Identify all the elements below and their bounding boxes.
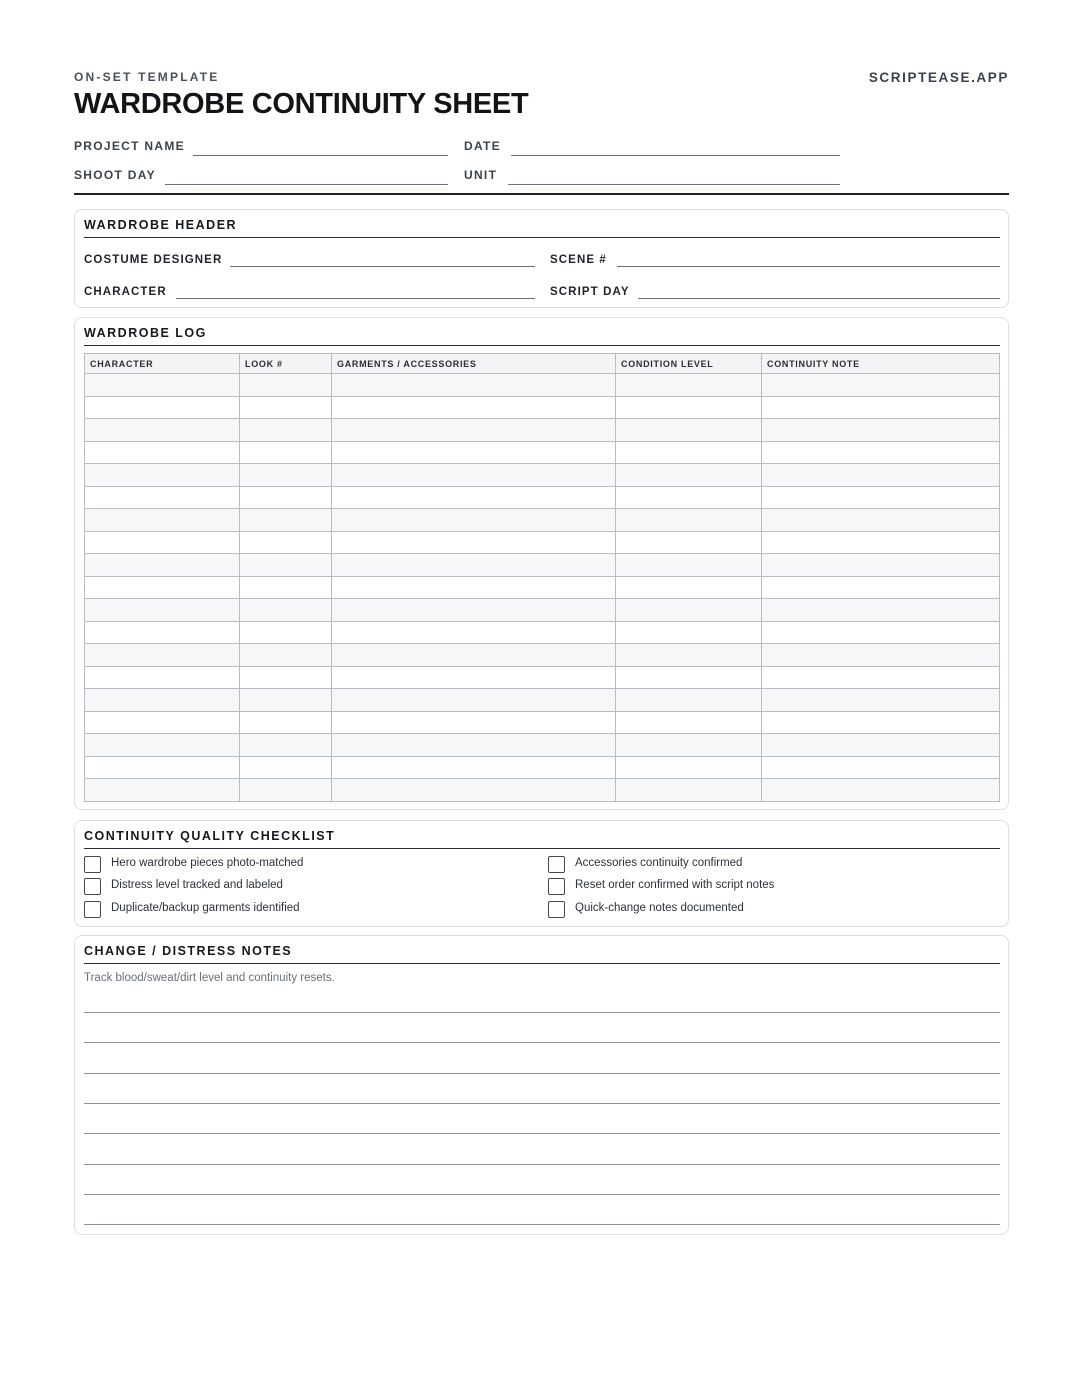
checklist-item-label: Hero wardrobe pieces photo-matched [111,857,304,869]
table-cell[interactable] [762,576,1000,599]
wardrobe-log-table [84,353,1000,802]
checkbox[interactable] [84,878,101,895]
table-cell[interactable] [85,441,240,464]
meta-row-1 [74,139,1009,159]
table-cell[interactable] [240,621,332,644]
table-cell[interactable] [240,689,332,712]
column-header: GARMENTS / ACCESSORIES [332,354,616,374]
table-cell[interactable] [762,554,1000,577]
wardrobe-header-card [74,209,1009,308]
table-cell[interactable] [332,599,616,622]
checklist-item-label: Quick-change notes documented [575,902,744,914]
table-cell[interactable] [85,779,240,802]
table-cell[interactable] [85,464,240,487]
table-cell[interactable] [332,644,616,667]
table-row [85,464,1000,487]
table-body [85,374,1000,802]
table-row [85,689,1000,712]
table-cell[interactable] [332,441,616,464]
checkbox[interactable] [548,856,565,873]
checklist-title: CONTINUITY QUALITY CHECKLIST [84,829,336,843]
table-row [85,509,1000,532]
column-header: CONDITION LEVEL [616,354,762,374]
table-cell[interactable] [85,509,240,532]
table-cell[interactable] [762,779,1000,802]
table-cell[interactable] [616,554,762,577]
table-cell[interactable] [762,396,1000,419]
table-cell[interactable] [332,486,616,509]
table-row [85,621,1000,644]
checkbox[interactable] [84,901,101,918]
shoot-day-label: SHOOT DAY [74,168,156,182]
table-cell[interactable] [240,374,332,397]
card-divider [84,963,1000,964]
table-cell[interactable] [85,666,240,689]
note-line[interactable] [84,1042,1000,1043]
table-cell[interactable] [240,756,332,779]
table-cell[interactable] [762,756,1000,779]
table-cell[interactable] [616,734,762,757]
table-cell[interactable] [762,531,1000,554]
table-cell[interactable] [762,419,1000,442]
table-cell[interactable] [332,396,616,419]
table-cell[interactable] [85,396,240,419]
note-line[interactable] [84,1073,1000,1074]
table-cell[interactable] [762,689,1000,712]
table-cell[interactable] [85,621,240,644]
notes-hint: Track blood/sweat/dirt level and continuity resets. [84,972,335,984]
table-cell[interactable] [616,509,762,532]
table-cell[interactable] [240,464,332,487]
table-row [85,666,1000,689]
table-cell[interactable] [85,531,240,554]
script-day-field[interactable] [638,298,1000,299]
table-cell[interactable] [240,711,332,734]
table-cell[interactable] [762,374,1000,397]
table-row [85,779,1000,802]
table-cell[interactable] [240,779,332,802]
wardrobe-log-card [74,317,1009,810]
table-cell[interactable] [762,734,1000,757]
table-row [85,486,1000,509]
wardrobe-header-title: WARDROBE HEADER [84,218,238,232]
note-line[interactable] [84,1194,1000,1195]
table-row [85,576,1000,599]
table-cell[interactable] [332,711,616,734]
template-eyebrow: ON-SET TEMPLATE [74,70,220,84]
card-divider [84,345,1000,346]
wardrobe-log-title: WARDROBE LOG [84,326,207,340]
table-cell[interactable] [85,711,240,734]
table-cell[interactable] [616,531,762,554]
table-cell[interactable] [762,711,1000,734]
table-row [85,374,1000,397]
date-field[interactable] [511,155,840,156]
project-name-field[interactable] [193,155,448,156]
notes-title: CHANGE / DISTRESS NOTES [84,944,293,958]
scene-field[interactable] [617,266,1000,267]
table-cell[interactable] [332,734,616,757]
note-line[interactable] [84,1012,1000,1013]
table-cell[interactable] [332,779,616,802]
character-label: CHARACTER [84,286,167,298]
table-cell[interactable] [332,509,616,532]
table-cell[interactable] [332,374,616,397]
brand-link[interactable]: SCRIPTEASE.APP [868,70,1009,85]
table-cell[interactable] [616,666,762,689]
table-cell[interactable] [762,599,1000,622]
table-cell[interactable] [240,486,332,509]
unit-field[interactable] [508,184,840,185]
header-divider [74,193,1009,195]
unit-label: UNIT [464,168,498,182]
table-cell[interactable] [240,531,332,554]
table-cell[interactable] [240,509,332,532]
table-cell[interactable] [762,644,1000,667]
table-row [85,441,1000,464]
table-cell[interactable] [616,486,762,509]
script-day-label: SCRIPT DAY [550,286,630,298]
table-cell[interactable] [240,554,332,577]
table-cell[interactable] [616,689,762,712]
table-cell[interactable] [616,396,762,419]
table-cell[interactable] [762,621,1000,644]
table-cell[interactable] [616,441,762,464]
card-divider [84,237,1000,238]
checklist-item-label: Duplicate/backup garments identified [111,902,300,914]
table-row [85,554,1000,577]
checklist-item-label: Accessories continuity confirmed [575,857,743,869]
card-divider [84,848,1000,849]
table-cell[interactable] [332,464,616,487]
page-title: WARDROBE CONTINUITY SHEET [74,88,529,120]
table-cell[interactable] [332,554,616,577]
table-cell[interactable] [332,576,616,599]
table-row [85,599,1000,622]
table-cell[interactable] [332,621,616,644]
table-cell[interactable] [616,621,762,644]
note-line[interactable] [84,1133,1000,1134]
table-cell[interactable] [332,756,616,779]
table-cell[interactable] [762,509,1000,532]
project-name-label: PROJECT NAME [74,139,185,153]
table-cell[interactable] [85,374,240,397]
table-header-row [85,354,1000,374]
table-cell[interactable] [240,396,332,419]
table-cell[interactable] [616,599,762,622]
table-cell[interactable] [332,689,616,712]
table-cell[interactable] [762,486,1000,509]
notes-card [74,935,1009,1235]
table-cell[interactable] [240,644,332,667]
costume-designer-field[interactable] [230,266,535,267]
table-cell[interactable] [762,464,1000,487]
checkbox[interactable] [84,856,101,873]
table-cell[interactable] [85,689,240,712]
checkbox[interactable] [548,901,565,918]
column-header: LOOK # [240,354,332,374]
table-cell[interactable] [240,734,332,757]
table-cell[interactable] [240,576,332,599]
table-cell[interactable] [85,756,240,779]
table-cell[interactable] [332,419,616,442]
table-row [85,531,1000,554]
table-cell[interactable] [240,441,332,464]
table-cell[interactable] [332,531,616,554]
table-row [85,756,1000,779]
table-cell[interactable] [240,419,332,442]
table-cell[interactable] [85,599,240,622]
meta-row-2 [74,168,1009,188]
column-header: CONTINUITY NOTE [762,354,1000,374]
checklist-item-label: Reset order confirmed with script notes [575,879,775,891]
table-row [85,419,1000,442]
table-cell[interactable] [616,464,762,487]
table-row [85,711,1000,734]
table-cell[interactable] [616,779,762,802]
scene-label: SCENE # [550,254,607,266]
table-row [85,644,1000,667]
table-row [85,396,1000,419]
table-cell[interactable] [85,734,240,757]
note-line[interactable] [84,1103,1000,1104]
table-cell[interactable] [616,374,762,397]
date-label: DATE [464,139,501,153]
costume-designer-label: COSTUME DESIGNER [84,254,223,266]
table-cell[interactable] [616,576,762,599]
table-cell[interactable] [762,666,1000,689]
checkbox[interactable] [548,878,565,895]
table-cell[interactable] [332,666,616,689]
table-cell[interactable] [240,599,332,622]
note-line[interactable] [84,1224,1000,1225]
table-cell[interactable] [616,711,762,734]
table-cell[interactable] [85,644,240,667]
checklist-card [74,820,1009,927]
table-row [85,734,1000,757]
note-line[interactable] [84,1164,1000,1165]
table-cell[interactable] [616,644,762,667]
table-cell[interactable] [762,441,1000,464]
checklist-item-label: Distress level tracked and labeled [111,879,283,891]
shoot-day-field[interactable] [165,184,448,185]
column-header: CHARACTER [85,354,240,374]
table-cell[interactable] [85,419,240,442]
character-field[interactable] [176,298,535,299]
table-cell[interactable] [616,419,762,442]
table-cell[interactable] [85,554,240,577]
table-cell[interactable] [85,576,240,599]
table-cell[interactable] [85,486,240,509]
table-cell[interactable] [240,666,332,689]
table-cell[interactable] [616,756,762,779]
